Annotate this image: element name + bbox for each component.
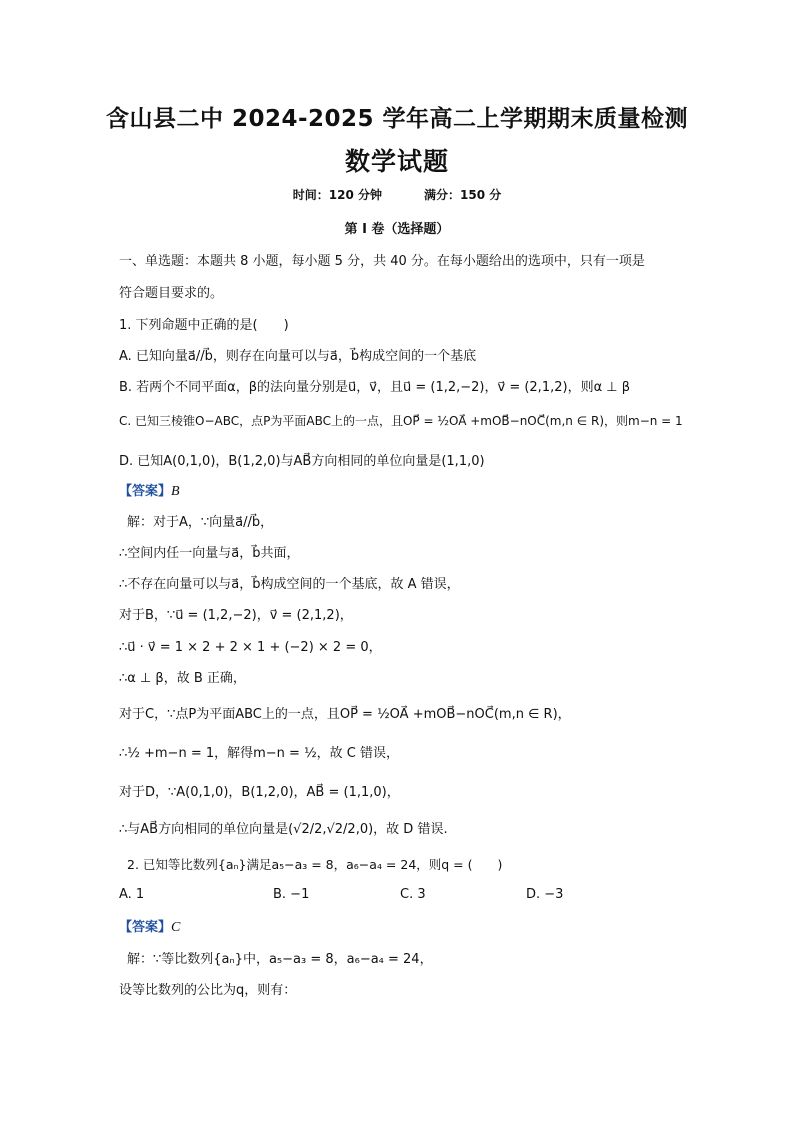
section-instruction-line1: 一、单选题：本题共 8 小题，每小题 5 分，共 40 分。在每小题给出的选项中，只有一项是 <box>119 254 645 269</box>
q1-solution-line: ∴不存在向量可以与a⃗，b⃗构成空间的一个基底，故 A 错误， <box>119 577 460 592</box>
q2-option-b: B. −1 <box>273 887 310 902</box>
q2-stem: 2. 已知等比数列{aₙ}满足a₅−a₃ = 8，a₆−a₄ = 24，则q = ( ) <box>127 857 503 872</box>
q1-solution-line: ∴α ⊥ β，故 B 正确， <box>119 671 246 686</box>
q2-option-c: C. 3 <box>400 887 426 902</box>
q1-solution-line: ∴½ +m−n = 1，解得m−n = ½，故 C 错误， <box>119 746 400 761</box>
q2-answer-label: 【答案】 <box>119 920 172 935</box>
q1-solution-line: 对于C，∵点P为平面ABC上的一点，且OP⃗ = ½OA⃗ +mOB⃗−nOC⃗(m,n ∈ R)， <box>119 707 571 722</box>
exam-time: 时间：120 分钟 <box>292 188 382 202</box>
q2-solution-line: 设等比数列的公比为q，则有： <box>119 983 297 998</box>
q1-answer-label: 【答案】 <box>119 484 172 499</box>
q1-option-a: A. 已知向量a⃗//b⃗，则存在向量可以与a⃗，b⃗构成空间的一个基底 <box>119 349 477 364</box>
section-instruction-line2: 符合题目要求的。 <box>119 286 224 301</box>
q1-solution-line: 对于B，∵u⃗ = (1,2,−2)，v⃗ = (2,1,2)， <box>119 608 353 623</box>
q1-option-d: D. 已知A(0,1,0)，B(1,2,0)与AB⃗方向相同的单位向量是(1,1,0) <box>119 454 485 469</box>
part-heading: 第 I 卷（选择题） <box>344 222 450 237</box>
q2-answer <box>119 916 180 936</box>
exam-subtitle: 数学试题 <box>344 147 449 176</box>
exam-score: 满分：150 分 <box>424 188 502 202</box>
q1-solution-line: ∴u⃗ · v⃗ = 1 × 2 + 2 × 1 + (−2) × 2 = 0， <box>119 640 382 655</box>
q2-solution-line: 解：∵等比数列{aₙ}中，a₅−a₃ = 8，a₆−a₄ = 24， <box>127 952 433 967</box>
q1-solution-line: ∴与AB⃗方向相同的单位向量是(√2/2,√2/2,0)，故 D 错误. <box>119 822 448 837</box>
q2-option-d: D. −3 <box>526 887 564 902</box>
q1-answer <box>119 480 180 500</box>
q2-answer-letter: C <box>171 920 181 935</box>
q1-option-c: C. 已知三棱锥O−ABC，点P为平面ABC上的一点，且OP⃗ = ½OA⃗ +mOB⃗−nOC⃗(m,n ∈ R)，则m−n = 1 <box>119 414 683 428</box>
q1-stem: 1. 下列命题中正确的是( ) <box>119 318 289 333</box>
q1-solution-line: ∴空间内任一向量与a⃗，b⃗共面， <box>119 546 300 561</box>
exam-title: 含山县二中 2024-2025 学年高二上学期期末质量检测 <box>105 106 689 132</box>
q2-option-a: A. 1 <box>119 887 145 902</box>
exam-meta <box>0 186 794 203</box>
q1-answer-letter: B <box>171 484 180 499</box>
q1-solution-line: 解：对于A，∵向量a⃗//b⃗， <box>127 515 274 530</box>
q1-option-b: B. 若两个不同平面α，β的法向量分别是u⃗，v⃗，且u⃗ = (1,2,−2)，v⃗ = (2,1,2)，则α ⊥ β <box>119 380 631 395</box>
q1-solution-line: 对于D，∵A(0,1,0)，B(1,2,0)，AB⃗ = (1,1,0)， <box>119 785 400 800</box>
